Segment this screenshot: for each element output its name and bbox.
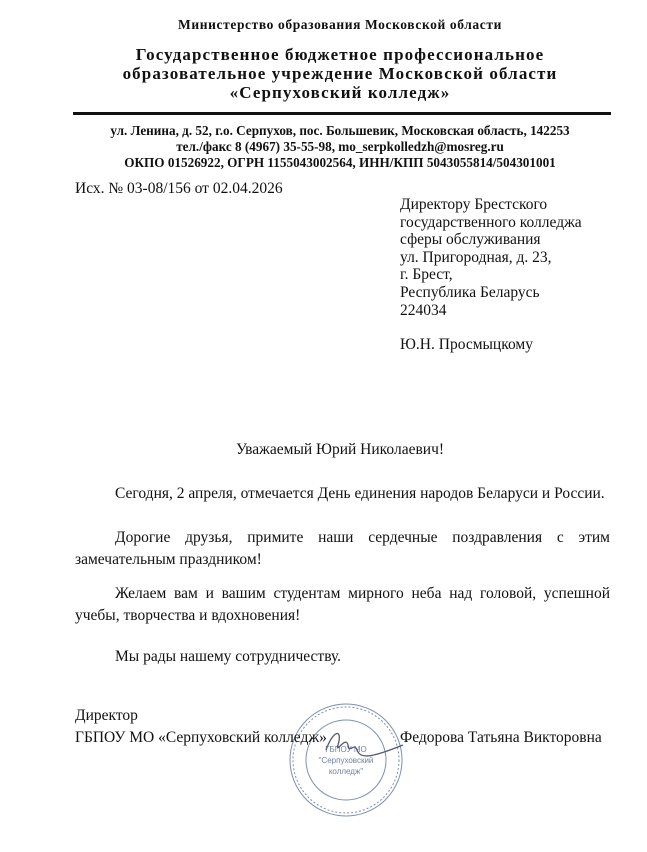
ministry-heading: Министерство образования Московской области	[178, 17, 502, 32]
paragraph: Дорогие друзья, примите наши сердечные поздравления с этим замечательным праздником!	[75, 529, 610, 568]
org-name-line-3: «Серпуховский колледж»	[229, 83, 451, 102]
greeting: Уважаемый Юрий Николаевич!	[235, 441, 445, 458]
recipient-line: сферы обслуживания	[400, 231, 541, 249]
recipient-line: Директору Брестского	[400, 196, 548, 213]
org-name-line-1: Государственное бюджетное профессиональное	[135, 45, 545, 64]
stamp-text: колледж"	[328, 767, 364, 776]
registry-line: ОКПО 01526922, ОГРН 1155043002564, ИНН/КПП 5043055814/504301001	[124, 155, 556, 170]
official-stamp	[288, 700, 408, 820]
recipient-line: Республика Беларусь	[400, 283, 540, 301]
recipient-name: Ю.Н. Просмыцкому	[400, 336, 533, 354]
recipient-line: г. Брест,	[400, 266, 453, 284]
header-divider	[73, 112, 611, 115]
signatory-title: Директор	[75, 707, 138, 724]
address-line: ул. Ленина, д. 52, г.о. Серпухов, пос. Большевик, Московская область, 142253	[110, 123, 570, 138]
signatory-name: Федорова Татьяна Викторовна	[400, 729, 602, 746]
paragraph: Сегодня, 2 апреля, отмечается День единения народов Беларуси и России.	[115, 485, 605, 502]
stamp-text: "Серпуховский	[318, 756, 374, 765]
recipient-line: 224034	[400, 301, 447, 319]
recipient-block	[400, 196, 582, 354]
signatory-org: ГБПОУ МО «Серпуховский колледж»	[75, 729, 327, 746]
paragraph: Желаем вам и вашим студентам мирного неба над головой, успешной учебы, творчества и вдохновения!	[75, 585, 610, 624]
org-name-line-2: образовательное учреждение Московской области	[122, 64, 558, 83]
outgoing-reference: Исх. № 03-08/156 от 02.04.2026	[75, 180, 283, 197]
stamp-text: ГБПОУ МО	[325, 745, 367, 754]
recipient-line: ул. Пригородная, д. 23,	[400, 248, 552, 266]
contact-line: тел./факс 8 (4967) 35-55-98, mo_serpkolledzh@mosreg.ru	[176, 139, 504, 154]
paragraph: Мы рады нашему сотрудничеству.	[115, 648, 342, 665]
recipient-line: государственного колледжа	[400, 213, 582, 231]
